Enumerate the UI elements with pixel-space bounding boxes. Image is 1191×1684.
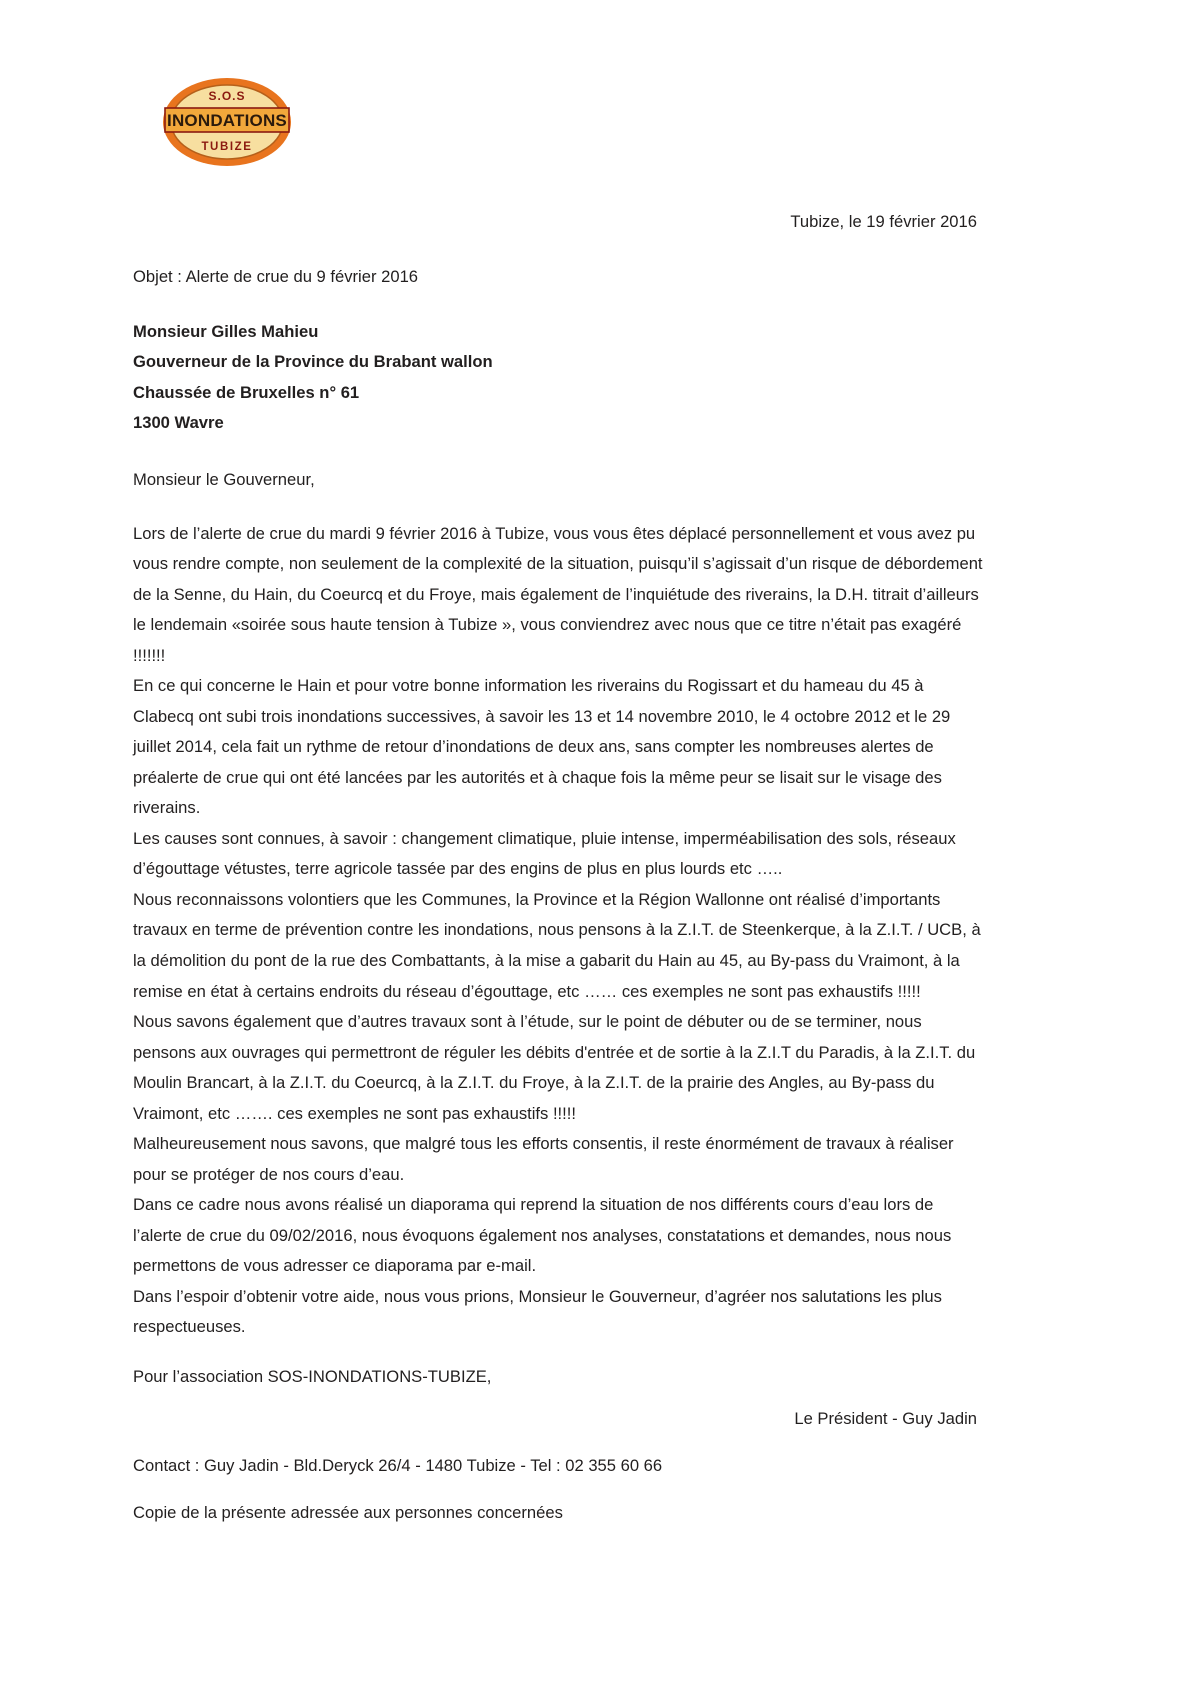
letter-body <box>133 214 985 1521</box>
paragraph-2: En ce qui concerne le Hain et pour votre bonne information les riverains du Rogissart et du hameau du 45 à Clabecq ont subi trois inondations successives, à savoir les 13 et 14 novembre 2010, le 4 octobre 2012 et le 29 juillet 2014, cela fait un rythme de retour d’inondations de deux ans, sans compter les nombreuses alertes de préalerte de crue qui ont été lancées par les autorités et à chaque fois la même peur se lisait sur le visage des riverains. <box>133 676 951 818</box>
sos-inondations-tubize-logo <box>155 72 300 172</box>
paragraph-6: Malheureusement nous savons, que malgré tous les efforts consentis, il reste énormément de travaux à réaliser pour se protéger de nos cours d’eau. <box>133 1134 954 1184</box>
addressee-city: 1300 Wavre <box>133 412 224 432</box>
paragraph-5: Nous savons également que d’autres travaux sont à l’étude, sur le point de débuter ou de se terminer, nous pensons aux ouvrages qui permettront de réguler les débits d'entrée et de sortie à la Z.I.T du Paradis, à la Z.I.T. du Moulin Brancart, à la Z.I.T. du Coeurcq, à la Z.I.T. du Froye, à la Z.I.T. de la prairie des Angles, au By-pass du Vraimont, etc ……. ces exemples ne sont pas exhaustifs !!!!! <box>133 1012 976 1123</box>
svg-text:INONDATIONS: INONDATIONS <box>167 111 287 130</box>
paragraph-3: Les causes sont connues, à savoir : changement climatique, pluie intense, imperméabilisation des sols, réseaux d’égouttage vétustes, terre agricole tassée par des engins de plus en plus lourds etc ….. <box>133 828 956 879</box>
svg-text:S.O.S: S.O.S <box>208 89 246 103</box>
logo-icon <box>155 72 300 172</box>
svg-text:TUBIZE: TUBIZE <box>201 141 253 153</box>
signoff-organisation: Pour l’association SOS-INONDATIONS-TUBIZE, <box>133 1366 492 1386</box>
date-line: Tubize, le 19 février 2016 <box>790 212 977 231</box>
salutation: Monsieur le Gouverneur, <box>133 469 315 489</box>
signature-president: Le Président - Guy Jadin <box>794 1409 977 1429</box>
addressee-street: Chaussée de Bruxelles n° 61 <box>133 382 360 402</box>
contact-line: Contact : Guy Jadin - Bld.Deryck 26/4 - 1480 Tubize - Tel : 02 355 60 66 <box>133 1456 663 1476</box>
paragraph-8: Dans l’espoir d’obtenir votre aide, nous vous prions, Monsieur le Gouverneur, d’agréer nos salutations les plus respectueuses. <box>133 1286 942 1337</box>
copy-notice: Copie de la présente adressée aux personnes concernées <box>133 1502 563 1522</box>
paragraph-1: Lors de l’alerte de crue du mardi 9 février 2016 à Tubize, vous vous êtes déplacé personnellement et vous avez pu vous rendre compte, non seulement de la complexité de la situation, puisqu’il s’agissait d’un risque de débordement de la Senne, du Hain, du Coeurcq et du Froye, mais également de l’inquiétude des riverains, la D.H. titrait d’ailleurs le lendemain «soirée sous haute tension à Tubize », vous conviendrez avec nous que ce titre n’était pas exagéré !!!!!!! <box>133 523 983 665</box>
addressee-title: Gouverneur de la Province du Brabant wallon <box>133 352 493 372</box>
paragraph-7: Dans ce cadre nous avons réalisé un diaporama qui reprend la situation de nos différents cours d’eau lors de l’alerte de crue du 09/02/2016, nous évoquons également nos analyses, constatations et demandes, nous nous permettons de vous adresser ce diaporama par e-mail. <box>133 1195 952 1276</box>
addressee-name: Monsieur Gilles Mahieu <box>133 322 319 342</box>
paragraph-4: Nous reconnaissons volontiers que les Communes, la Province et la Région Wallonne ont réalisé d’importants travaux en terme de prévention contre les inondations, nous pensons à la Z.I.T. de Steenkerque, à la Z.I.T. / UCB, à la démolition du pont de la rue des Combattants, à la mise a gabarit du Hain au 45, au By-pass du Vraimont, à la remise en état à certains endroits du réseau d’égouttage, etc …… ces exemples ne sont pas exhaustifs !!!!! <box>133 889 981 1001</box>
subject-line: Objet : Alerte de crue du 9 février 2016 <box>133 266 419 286</box>
addressee-block <box>133 317 985 438</box>
